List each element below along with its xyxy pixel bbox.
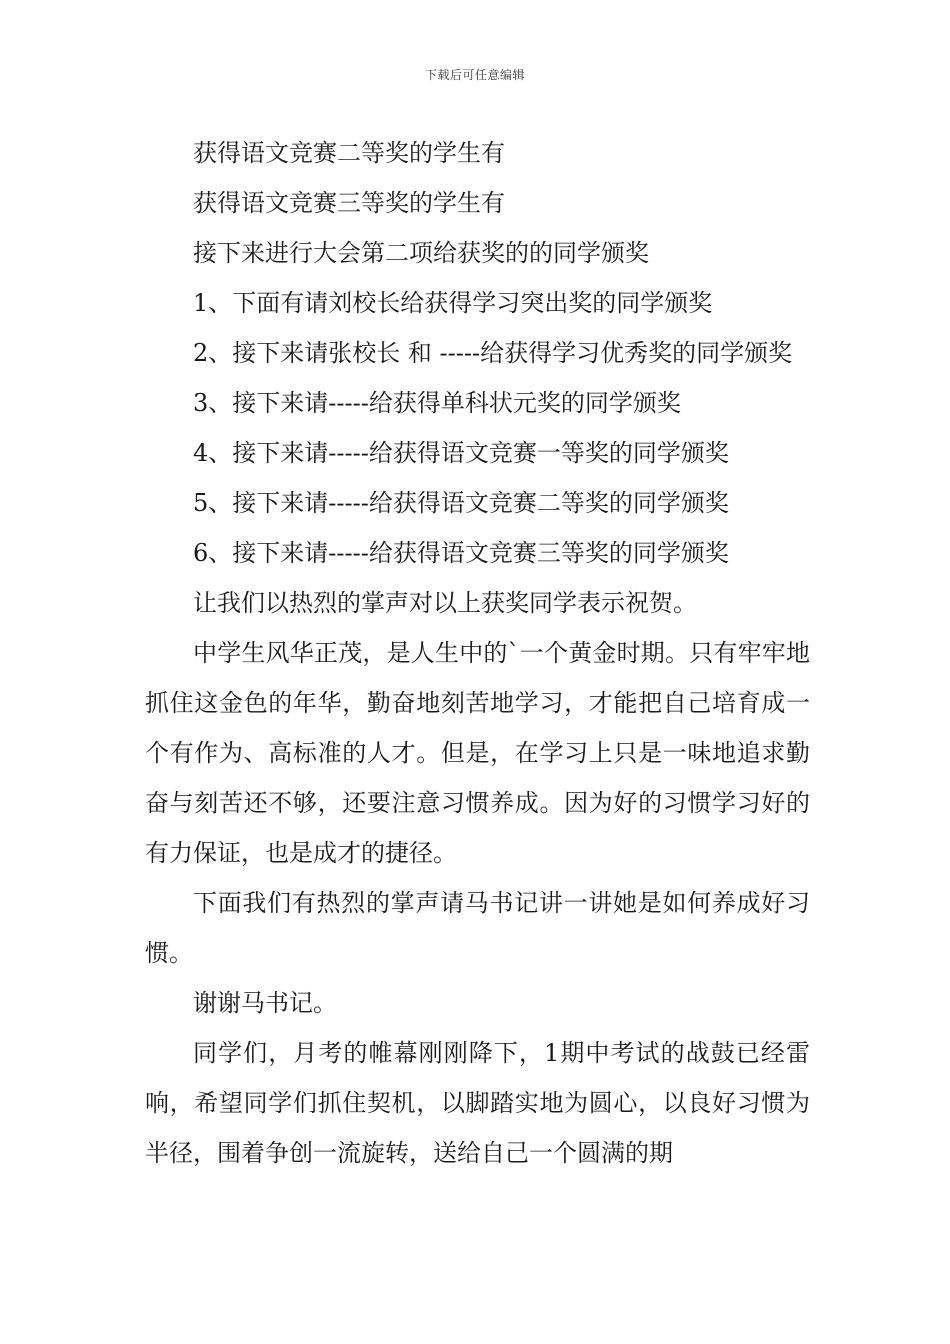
paragraph: 4、接下来请-----给获得语文竞赛一等奖的同学颁奖: [193, 439, 729, 467]
paragraph: 5、接下来请-----给获得语文竞赛二等奖的同学颁奖: [193, 489, 729, 517]
paragraph: 获得语文竞赛三等奖的学生有: [193, 189, 505, 217]
paragraph: 6、接下来请-----给获得语文竞赛三等奖的同学颁奖: [193, 539, 729, 567]
paragraph: 同学们，月考的帷幕刚刚降下，1期中考试的战鼓已经雷响，希望同学们抓住契机，以脚踏实地为圆心，以良好习惯为半径，围着争创一流旋转，送给自己一个圆满的期: [145, 1039, 810, 1167]
paragraph: 接下来进行大会第二项给获奖的的同学颁奖: [193, 239, 649, 267]
paragraph: 3、接下来请-----给获得单科状元奖的同学颁奖: [193, 389, 681, 417]
header-note: 下载后可任意编辑: [424, 68, 525, 82]
paragraph: 让我们以热烈的掌声对以上获奖同学表示祝贺。: [193, 589, 697, 617]
paragraph: 中学生风华正茂，是人生中的`一个黄金时期。只有牢牢地抓住这金色的年华，勤奋地刻苦地学习，才能把自己培育成一个有作为、高标准的人才。但是，在学习上只是一味地追求勤奋与刻苦还不够，还要注意习惯养成。因为好的习惯学习好的有力保证，也是成才的捷径。: [145, 639, 810, 867]
paragraph: 获得语文竞赛二等奖的学生有: [193, 139, 505, 167]
paragraph: 下面我们有热烈的掌声请马书记讲一讲她是如何养成好习惯。: [145, 889, 810, 967]
paragraph: 2、接下来请张校长 和 -----给获得学习优秀奖的同学颁奖: [193, 339, 793, 367]
document-body: [145, 128, 810, 1178]
paragraph: 谢谢马书记。: [193, 989, 337, 1017]
paragraph: 1、下面有请刘校长给获得学习突出奖的同学颁奖: [193, 289, 713, 317]
